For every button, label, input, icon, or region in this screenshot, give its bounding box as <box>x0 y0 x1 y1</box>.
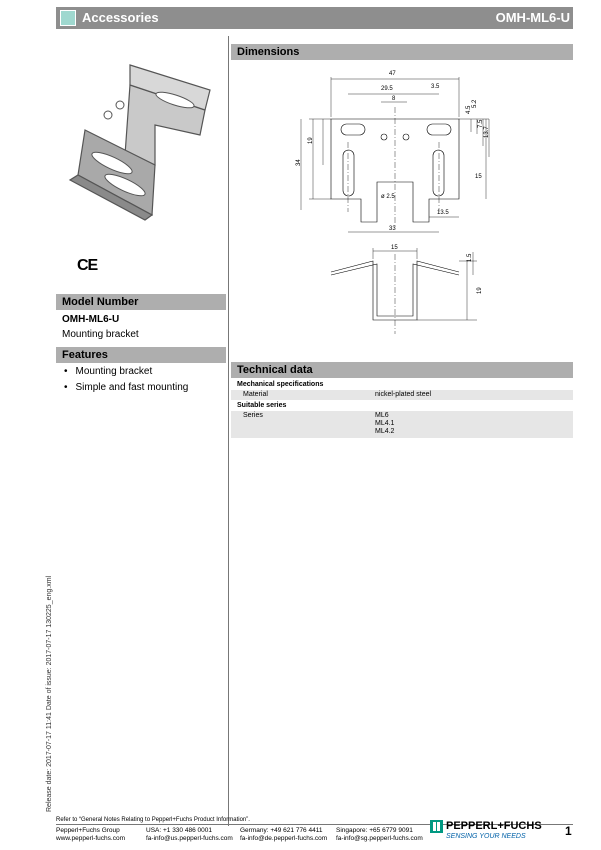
release-info: Release date: 2017-07-17 11:41 Date of issue: 2017-07-17 130225_eng.xml <box>46 575 53 812</box>
dim-7-5: 7.5 <box>478 119 484 128</box>
row-label: Material <box>243 391 268 398</box>
dim-dia-2-5: ø 2.5 <box>381 194 395 200</box>
side-dim-15: 15 <box>391 245 398 251</box>
brand-tagline: SENSING YOUR NEEDS <box>446 833 526 840</box>
dim-13-5: 13.5 <box>437 210 449 216</box>
dim-13-7: 13.7 <box>484 126 490 138</box>
header-bar <box>56 7 573 29</box>
dim-34: 34 <box>296 159 302 166</box>
feature-item: • Mounting bracket <box>64 366 188 377</box>
ce-mark: CE <box>77 257 98 274</box>
dim-33: 33 <box>389 226 396 232</box>
mechanical-specs-title: Mechanical specifications <box>237 381 324 388</box>
contact-line: Pepperl+Fuchs Group <box>56 827 120 834</box>
row-label: Series <box>243 412 263 419</box>
category-title: Accessories <box>82 10 159 25</box>
header-model: OMH-ML6-U <box>495 10 570 25</box>
contact-link[interactable]: www.pepperl-fuchs.com <box>56 835 125 842</box>
contact-line: Singapore: +65 6779 9091 <box>336 827 413 834</box>
footer-contact <box>146 827 233 843</box>
page-number: 1 <box>565 824 572 838</box>
dim-3-5: 3.5 <box>431 84 440 90</box>
column-divider <box>228 36 229 826</box>
model-description: Mounting bracket <box>62 329 139 340</box>
footer-note: Refer to “General Notes Relating to Pepperl+Fuchs Product Information”. <box>56 817 250 823</box>
dim-5-2: 5.2 <box>472 99 478 108</box>
brand-name: PEPPERL+FUCHS <box>446 820 542 832</box>
contact-link[interactable]: fa-info@us.pepperl-fuchs.com <box>146 835 233 842</box>
dim-19: 19 <box>308 137 314 144</box>
row-value: nickel-plated steel <box>375 391 432 398</box>
contact-link[interactable]: fa-info@de.pepperl-fuchs.com <box>240 835 328 842</box>
contact-link[interactable]: fa-info@sg.pepperl-fuchs.com <box>336 835 423 842</box>
dim-8: 8 <box>392 96 396 102</box>
dimension-drawing <box>231 62 573 342</box>
features-list <box>64 366 188 398</box>
footer-contact <box>336 827 423 843</box>
dim-15: 15 <box>475 174 482 180</box>
model-name: OMH-ML6-U <box>62 314 120 325</box>
product-photo <box>60 55 225 225</box>
suitable-series-title: Suitable series <box>237 402 287 409</box>
table-row <box>231 411 573 438</box>
feature-item: • Simple and fast mounting <box>64 382 188 393</box>
dim-29-5: 29.5 <box>381 86 393 92</box>
contact-line: Germany: +49 621 776 4411 <box>240 827 323 834</box>
dim-47: 47 <box>389 71 396 77</box>
model-number-heading: Model Number <box>56 294 226 310</box>
features-heading: Features <box>56 347 226 363</box>
technical-data-heading: Technical data <box>231 362 573 378</box>
row-value: ML6 ML4.1 ML4.2 <box>375 412 395 435</box>
category-square-icon <box>60 10 76 26</box>
footer-contact <box>56 827 125 843</box>
side-dim-1-5: 1.5 <box>467 253 473 262</box>
side-dim-19: 19 <box>477 287 483 294</box>
contact-line: USA: +1 330 486 0001 <box>146 827 212 834</box>
footer-contact <box>240 827 327 843</box>
table-row <box>231 390 573 400</box>
brand-logo-icon <box>430 820 443 833</box>
dimensions-heading: Dimensions <box>231 44 573 60</box>
dim-4-5: 4.5 <box>466 105 472 114</box>
